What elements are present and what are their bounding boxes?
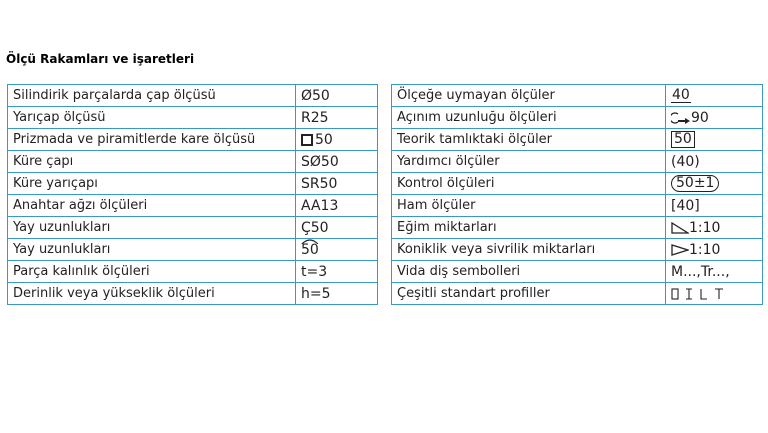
table-row — [8, 283, 378, 305]
row-label: Eğim miktarları — [392, 217, 666, 239]
arc-length-symbol — [301, 243, 319, 257]
row-symbol — [666, 85, 763, 107]
row-label: Ölçeğe uymayan ölçüler — [392, 85, 666, 107]
page-title: Ölçü Rakamları ve işaretleri — [6, 52, 195, 66]
symbol-value: 50 — [315, 131, 333, 148]
row-symbol — [666, 173, 763, 195]
table-row — [392, 195, 763, 217]
table-row — [392, 151, 763, 173]
row-symbol — [666, 107, 763, 129]
table-row — [8, 261, 378, 283]
row-label: Vida diş sembolleri — [392, 261, 666, 283]
row-symbol — [666, 239, 763, 261]
row-symbol — [666, 217, 763, 239]
row-symbol — [666, 283, 763, 305]
symbol-value: 1:10 — [689, 241, 721, 258]
row-label: Yardımcı ölçüler — [392, 151, 666, 173]
table-row — [392, 85, 763, 107]
table-row — [8, 151, 378, 173]
row-label: Anahtar ağzı ölçüleri — [8, 195, 296, 217]
symbol-value: 50 — [301, 241, 319, 258]
row-symbol: h=5 — [296, 283, 378, 305]
row-symbol — [666, 129, 763, 151]
table-row — [392, 261, 763, 283]
table-row — [8, 85, 378, 107]
row-symbol — [296, 129, 378, 151]
row-symbol: R25 — [296, 107, 378, 129]
row-label: Yay uzunlukları — [8, 239, 296, 261]
row-label: Derinlik veya yükseklik ölçüleri — [8, 283, 296, 305]
row-label: Küre yarıçapı — [8, 173, 296, 195]
row-label: Koniklik veya sivrilik miktarları — [392, 239, 666, 261]
table-row — [392, 129, 763, 151]
row-symbol: SØ50 — [296, 151, 378, 173]
developed-length-icon — [671, 112, 691, 124]
row-label: Çeşitli standart profiller — [392, 283, 666, 305]
row-label: Açınım uzunluğu ölçüleri — [392, 107, 666, 129]
row-symbol: AA13 — [296, 195, 378, 217]
table-row — [8, 217, 378, 239]
table-row — [392, 239, 763, 261]
slope-icon — [671, 222, 689, 234]
row-symbol: Ø50 — [296, 85, 378, 107]
row-symbol: (40) — [666, 151, 763, 173]
row-symbol — [296, 239, 378, 261]
table-row — [8, 173, 378, 195]
table-row — [8, 195, 378, 217]
row-label: Parça kalınlık ölçüleri — [8, 261, 296, 283]
dimension-symbols-table-right — [391, 84, 763, 305]
row-label: Ham ölçüler — [392, 195, 666, 217]
arc-icon — [301, 238, 319, 244]
row-symbol: Ç50 — [296, 217, 378, 239]
taper-icon — [671, 244, 689, 256]
symbol-value: 50 — [671, 131, 695, 148]
row-label: Yay uzunlukları — [8, 217, 296, 239]
symbol-value: 40 — [672, 87, 690, 103]
table-row — [8, 239, 378, 261]
table-row — [8, 107, 378, 129]
row-label: Kontrol ölçüleri — [392, 173, 666, 195]
row-label: Küre çapı — [8, 151, 296, 173]
row-label: Teorik tamlıktaki ölçüler — [392, 129, 666, 151]
row-symbol: SR50 — [296, 173, 378, 195]
table-row — [392, 173, 763, 195]
square-icon — [301, 134, 313, 146]
table-row — [392, 107, 763, 129]
row-symbol: M...,Tr..., — [666, 261, 763, 283]
symbol-value: 1:10 — [689, 219, 721, 236]
row-label: Yarıçap ölçüsü — [8, 107, 296, 129]
table-row — [392, 283, 763, 305]
table-row — [392, 217, 763, 239]
row-label: Silindirik parçalarda çap ölçüsü — [8, 85, 296, 107]
row-symbol: [40] — [666, 195, 763, 217]
symbol-value: 50±1 — [671, 175, 719, 192]
profile-symbols-icon — [671, 288, 727, 300]
row-label: Prizmada ve piramitlerde kare ölçüsü — [8, 129, 296, 151]
table-row — [8, 129, 378, 151]
symbol-value: 90 — [691, 109, 709, 126]
row-symbol: t=3 — [296, 261, 378, 283]
dimension-symbols-table-left — [7, 84, 378, 305]
